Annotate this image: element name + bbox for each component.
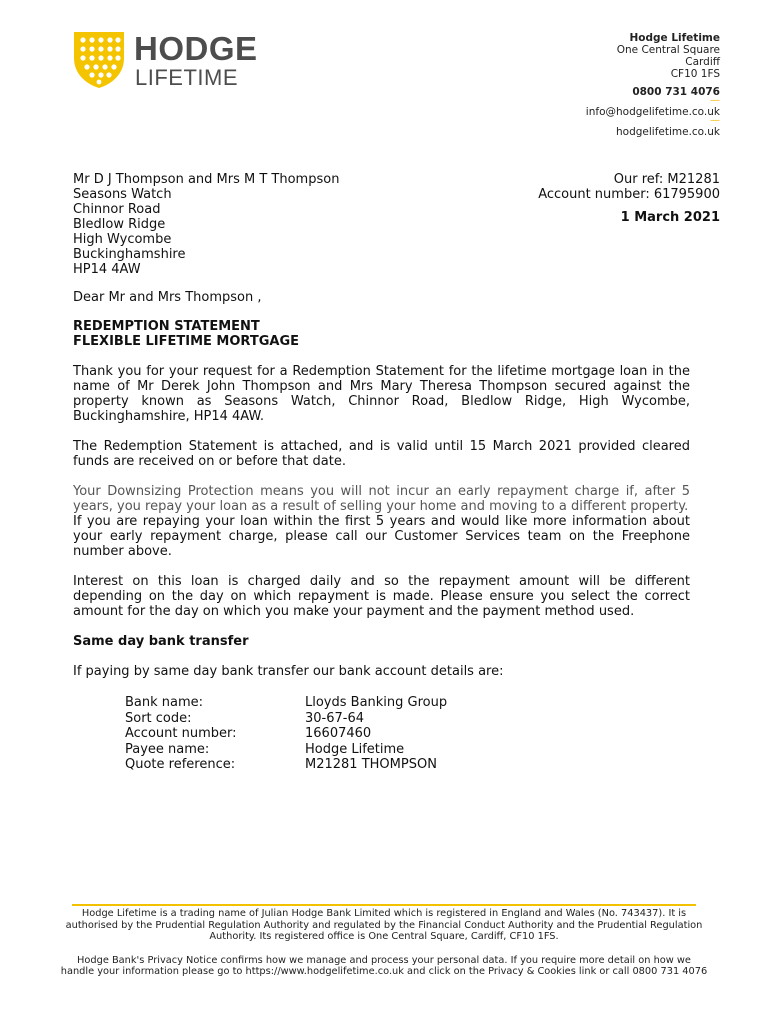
company-name: Hodge Lifetime — [629, 32, 720, 44]
logo-word-hodge: HODGE — [134, 30, 258, 67]
logo-word-lifetime: LIFETIME — [135, 65, 239, 90]
bank-label: Sort code: — [125, 710, 192, 726]
address-line: Bledlow Ridge — [73, 217, 166, 232]
company-phone[interactable]: 0800 731 4076 — [632, 86, 720, 98]
shield-grid-icon — [72, 30, 126, 90]
recipient-address — [73, 172, 339, 277]
paragraph: Thank you for your request for a Redemption Statement for the lifetime mortgage loan in the name of Mr Derek John Thompson and Mrs Mary Theresa Thompson secured against the property known as Seasons Watch, Chinnor Road, Bledlow Ridge, High Wycombe, Buckinghamshire, HP14 4AW. — [73, 364, 690, 424]
paragraph-downsizing: Your Downsizing Protection means you will not incur an early repayment charge if, after 5 years, you repay your loan as a result of selling your home and moving to a different property. — [73, 484, 690, 514]
bank-label: Bank name: — [125, 695, 204, 710]
letter-body — [73, 290, 690, 773]
bank-label: Quote reference: — [125, 757, 236, 772]
company-website[interactable]: hodgelifetime.co.uk — [615, 126, 720, 138]
bank-row — [125, 711, 690, 727]
paragraph: Interest on this loan is charged daily and so the repayment amount will be different depending on the day on which repayment is made. Please ensure you select the correct amount for the day on which you make your payment and the payment method used. — [73, 574, 690, 619]
paragraph: The Redemption Statement is attached, and is valid until 15 March 2021 provided cleared funds are received on or before that date. — [73, 439, 690, 469]
address-line: High Wycombe — [73, 232, 172, 247]
letter-references — [460, 172, 720, 225]
footer-divider — [72, 904, 696, 906]
letter-date: 1 March 2021 — [620, 210, 720, 225]
company-address-line: One Central Square — [616, 44, 720, 56]
bank-value: 30-67-64 — [305, 710, 365, 726]
separator-dash: — — [710, 115, 720, 126]
salutation: Dear Mr and Mrs Thompson , — [73, 290, 262, 305]
footer-legal: Hodge Lifetime is a trading name of Julian Hodge Bank Limited which is registered in England and Wales (No. 743437). It is authorised by the Prudential Regulation Authority and regulated by the Financial Conduct Authority and the Prudential Regulation Authority. Its registered office is One Central Square, Cardiff, CF10 1FS. — [65, 908, 703, 942]
bank-label: Account number: — [125, 726, 237, 741]
bank-label: Payee name: — [125, 741, 210, 757]
bank-value: Hodge Lifetime — [305, 741, 405, 757]
bank-row — [125, 695, 690, 711]
company-contact — [460, 32, 720, 138]
account-number: Account number: 61795900 — [538, 187, 720, 202]
bank-row — [125, 742, 690, 758]
bank-value: 16607460 — [305, 726, 372, 741]
our-reference: Our ref: M21281 — [613, 172, 720, 187]
bank-details — [125, 695, 690, 773]
company-address-line: CF10 1FS — [670, 68, 720, 80]
bank-value: Lloyds Banking Group — [305, 695, 448, 710]
footer-privacy: Hodge Bank's Privacy Notice confirms how we manage and process your personal data. If you require more detail on how we handle your information please go to https://www.hodgelifetime.co.uk and click on the Privacy & Cookies link or call 0800 731 4076 — [60, 954, 708, 977]
bank-value: M21281 THOMPSON — [305, 757, 437, 772]
address-line: Seasons Watch — [73, 187, 172, 202]
separator-dash: — — [710, 95, 720, 106]
bank-row — [125, 726, 690, 742]
address-line: HP14 4AW — [73, 262, 141, 277]
company-logo — [72, 30, 272, 94]
company-address-line: Cardiff — [685, 56, 720, 68]
heading-redemption: REDEMPTION STATEMENT — [73, 319, 260, 334]
address-line: Chinnor Road — [73, 202, 161, 217]
address-line: Mr D J Thompson and Mrs M T Thompson — [73, 172, 340, 187]
footer — [60, 908, 708, 978]
bank-row — [125, 757, 690, 773]
paragraph: If you are repaying your loan within the first 5 years and would like more information about your early repayment charge, please call our Customer Services team on the Freephone number above. — [73, 514, 690, 559]
subheading-bank-transfer: Same day bank transfer — [73, 634, 249, 649]
heading-mortgage: FLEXIBLE LIFETIME MORTGAGE — [73, 334, 299, 349]
paragraph: If paying by same day bank transfer our bank account details are: — [73, 664, 504, 679]
company-email[interactable]: info@hodgelifetime.co.uk — [585, 106, 720, 118]
address-line: Buckinghamshire — [73, 247, 186, 262]
